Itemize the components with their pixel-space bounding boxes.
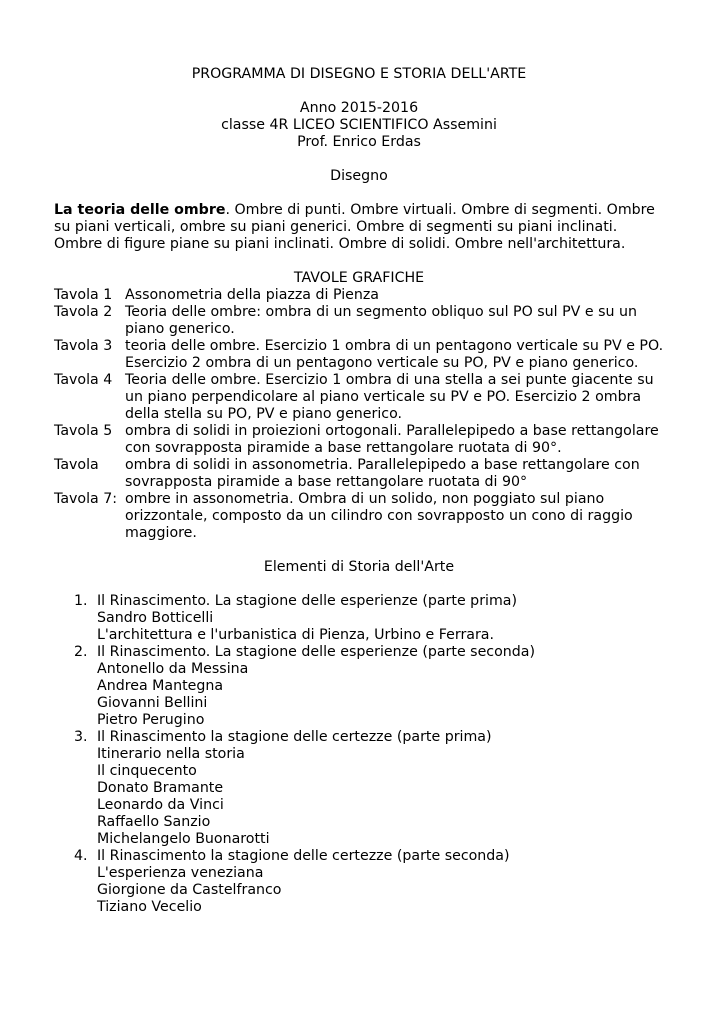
list-number: 1. xyxy=(74,593,88,609)
tavola-text: ombra di solidi in proiezioni ortogonali. Parallelepipedo a base rettangolare con sovrapposta piramide a base rettangolare ruotata di 90°. xyxy=(125,423,659,456)
list-subitem: Itinerario nella storia xyxy=(97,746,245,762)
tavola-text: ombra di solidi in assonometria. Parallelepipedo a base rettangolare con sovrapposta piramide a base rettangolare ruotata di 90° xyxy=(125,457,640,490)
list-subitem: Leonardo da Vinci xyxy=(97,797,224,813)
class-info: classe 4R LICEO SCIENTIFICO Assemini xyxy=(221,117,497,133)
list-subitem: Raffaello Sanzio xyxy=(97,814,211,830)
tavola-item xyxy=(54,457,664,491)
list-subitem: L'architettura e l'urbanistica di Pienza, Urbino e Ferrara. xyxy=(97,627,495,643)
tavola-label: Tavola 3 xyxy=(54,338,113,354)
tavola-item xyxy=(54,491,664,542)
document-title: PROGRAMMA DI DISEGNO E STORIA DELL'ARTE xyxy=(191,66,527,82)
list-subitem: Sandro Botticelli xyxy=(97,610,214,626)
list-subitem: Antonello da Messina xyxy=(97,661,249,677)
intro-bold-topic: La teoria delle ombre xyxy=(54,202,226,218)
tavola-item xyxy=(54,338,664,372)
list-item-title: Il Rinascimento. La stagione delle esperienze (parte seconda) xyxy=(97,644,536,660)
list-item-title: Il Rinascimento la stagione delle certezze (parte seconda) xyxy=(97,848,510,864)
list-number: 4. xyxy=(74,848,88,864)
list-number: 3. xyxy=(74,729,88,745)
list-item-title: Il Rinascimento la stagione delle certezze (parte prima) xyxy=(97,729,492,745)
tavola-text: Teoria delle ombre. Esercizio 1 ombra di una stella a sei punte giacente su un piano perpendicolare al piano verticale su PV e PO. Esercizio 2 ombra della stella su PO, PV e piano generico. xyxy=(125,372,654,422)
tavola-item xyxy=(54,423,664,457)
tavola-label: Tavola 4 xyxy=(54,372,113,388)
list-subitem: Pietro Perugino xyxy=(97,712,205,728)
tavole-list xyxy=(54,287,664,542)
tavola-text: teoria delle ombre. Esercizio 1 ombra di un pentagono verticale su PV e PO. Esercizio 2 ombra di un pentagono verticale su PO, PV e piano generico. xyxy=(125,338,664,371)
section-heading-disegno: Disegno xyxy=(330,168,388,184)
tavola-item xyxy=(54,372,664,423)
tavola-item xyxy=(54,287,664,304)
list-item-title: Il Rinascimento. La stagione delle esperienze (parte prima) xyxy=(97,593,518,609)
tavola-text: Teoria delle ombre: ombra di un segmento obliquo sul PO sul PV e su un piano generico. xyxy=(125,304,638,337)
tavola-label: Tavola xyxy=(54,457,99,473)
list-number: 2. xyxy=(74,644,88,660)
list-subitem: Il cinquecento xyxy=(97,763,197,779)
list-subitem: Andrea Mantegna xyxy=(97,678,224,694)
document-page xyxy=(54,66,664,916)
disegno-intro-paragraph xyxy=(54,202,664,253)
school-year: Anno 2015-2016 xyxy=(299,100,419,116)
tavola-text: ombre in assonometria. Ombra di un solido, non poggiato sul piano orizzontale, composto da un cilindro con sovrapposto un cono di raggio maggiore. xyxy=(125,491,633,541)
list-subitem: Giorgione da Castelfranco xyxy=(97,882,282,898)
storia-list xyxy=(54,593,664,916)
list-subitem: Michelangelo Buonarotti xyxy=(97,831,270,847)
intro-text: . Ombre di punti. Ombre virtuali. Ombre di segmenti. Ombre su piani verticali, ombre su piani generici. Ombre di segmenti su piani inclinati. Ombre di figure piane su piani inclinati. Ombre di solidi. Ombre nell'architettura. xyxy=(54,202,655,252)
tavola-label: Tavola 5 xyxy=(54,423,113,439)
list-subitem: Tiziano Vecelio xyxy=(97,899,202,915)
tavola-item xyxy=(54,304,664,338)
list-subitem: Donato Bramante xyxy=(97,780,224,796)
section-heading-storia: Elementi di Storia dell'Arte xyxy=(263,559,455,575)
list-subitem: Giovanni Bellini xyxy=(97,695,208,711)
list-item xyxy=(54,729,664,848)
tavola-label: Tavola 7: xyxy=(54,491,118,507)
list-subitem: L'esperienza veneziana xyxy=(97,865,264,881)
list-item xyxy=(54,848,664,916)
teacher-name: Prof. Enrico Erdas xyxy=(297,134,421,150)
list-item xyxy=(54,644,664,729)
tavola-text: Assonometria della piazza di Pienza xyxy=(125,287,379,303)
section-heading-tavole: TAVOLE GRAFICHE xyxy=(293,270,425,286)
tavola-label: Tavola 1 xyxy=(54,287,113,303)
tavola-label: Tavola 2 xyxy=(54,304,113,320)
list-item xyxy=(54,593,664,644)
